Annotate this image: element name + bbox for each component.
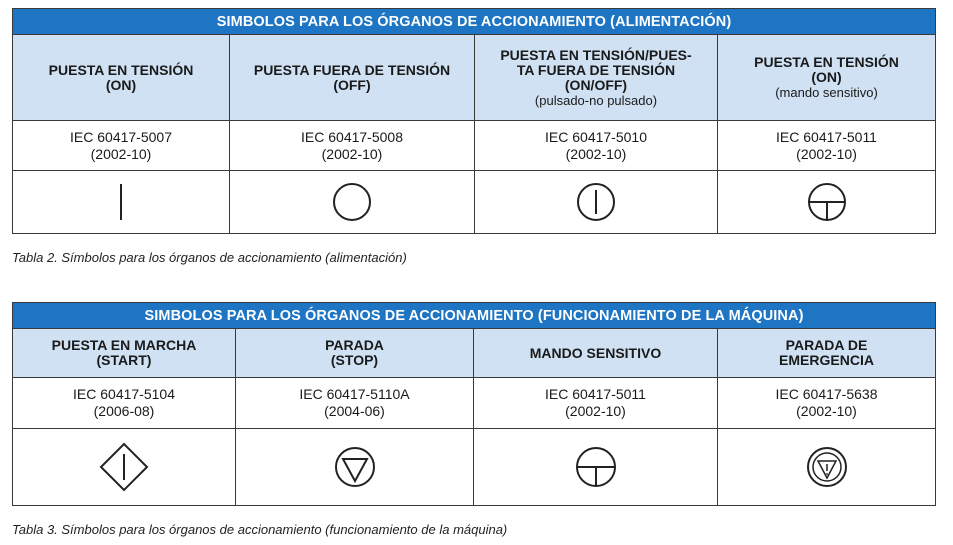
table1-symbol-4 <box>718 171 936 234</box>
standard-code: IEC 60417-5011 <box>776 128 877 145</box>
table1-header-4 <box>718 35 936 121</box>
table1-header-3 <box>475 35 718 121</box>
table-machine-symbols <box>12 302 936 506</box>
table1-standard-4 <box>718 121 936 171</box>
header-text: PUESTA EN TENSIÓN (ON) <box>754 54 899 85</box>
header-note: (pulsado-no pulsado) <box>534 92 658 108</box>
table1-symbol-3 <box>475 171 718 234</box>
header-text: MANDO SENSITIVO <box>529 344 662 361</box>
table2-symbol-1 <box>13 429 236 506</box>
table2-header-4 <box>718 329 936 378</box>
table2-standard-2 <box>236 378 474 429</box>
table1-symbol-1 <box>13 171 230 234</box>
standard-year: (2002-10) <box>321 145 383 162</box>
standard-code: IEC 60417-5010 <box>545 128 647 145</box>
table1-symbol-2 <box>230 171 475 234</box>
table2-caption: Tabla 3. Símbolos para los órganos de accionamiento (funcionamiento de la máquina) <box>12 522 508 537</box>
start-icon <box>98 441 150 493</box>
table2-header-3 <box>474 329 718 378</box>
table1-header-2 <box>230 35 475 121</box>
standard-year: (2002-10) <box>796 403 857 419</box>
header-text: PUESTA FUERA DE TENSIÓN (OFF) <box>253 61 451 93</box>
standard-year: (2002-10) <box>90 145 152 162</box>
table2-symbol-2 <box>236 429 474 506</box>
table1-standard-2 <box>230 121 475 171</box>
standard-code: IEC 60417-5007 <box>70 128 172 145</box>
table1-title: SIMBOLOS PARA LOS ÓRGANOS DE ACCIONAMIENTO (ALIMENTACIÓN) <box>13 9 936 35</box>
table1-standard-1 <box>13 121 230 171</box>
header-text: PUESTA EN TENSIÓN/PUES- TA FUERA DE TENSIÓN (ON/OFF) <box>500 46 692 93</box>
standard-year: (2004-06) <box>324 403 385 419</box>
sensitive-control-icon <box>574 445 618 489</box>
power-on-icon <box>99 180 143 224</box>
header-text: PUESTA EN TENSIÓN (ON) <box>48 61 194 93</box>
power-off-icon <box>330 180 374 224</box>
standard-year: (2002-10) <box>565 403 626 419</box>
table-power-symbols <box>12 8 936 234</box>
table1-header-1 <box>13 35 230 121</box>
stop-icon <box>333 445 377 489</box>
power-on-off-icon <box>574 180 618 224</box>
table1-caption: Tabla 2. Símbolos para los órganos de accionamiento (alimentación) <box>12 250 407 265</box>
standard-year: (2002-10) <box>565 145 627 162</box>
header-text: PARADA DE EMERGENCIA <box>779 337 874 368</box>
table1-standard-3 <box>475 121 718 171</box>
standard-year: (2006-08) <box>93 403 155 419</box>
table2-symbol-4 <box>718 429 936 506</box>
table2-symbol-3 <box>474 429 718 506</box>
emergency-stop-icon <box>805 445 849 489</box>
table2-standard-4 <box>718 378 936 429</box>
standard-year: (2002-10) <box>796 145 857 162</box>
standard-code: IEC 60417-5110A <box>299 386 410 402</box>
standard-code: IEC 60417-5011 <box>545 386 646 402</box>
standard-code: IEC 60417-5104 <box>73 386 175 402</box>
power-on-sensitive-icon <box>805 180 849 224</box>
header-text: PARADA (STOP) <box>325 337 384 368</box>
table2-header-1 <box>13 329 236 378</box>
header-text: PUESTA EN MARCHA (START) <box>51 337 197 368</box>
standard-code: IEC 60417-5638 <box>775 386 878 402</box>
table2-header-2 <box>236 329 474 378</box>
table2-title: SIMBOLOS PARA LOS ÓRGANOS DE ACCIONAMIENTO (FUNCIONAMIENTO DE LA MÁQUINA) <box>13 303 936 329</box>
table2-standard-3 <box>474 378 718 429</box>
standard-code: IEC 60417-5008 <box>301 128 403 145</box>
table2-standard-1 <box>13 378 236 429</box>
header-note: (mando sensitivo) <box>775 85 878 100</box>
